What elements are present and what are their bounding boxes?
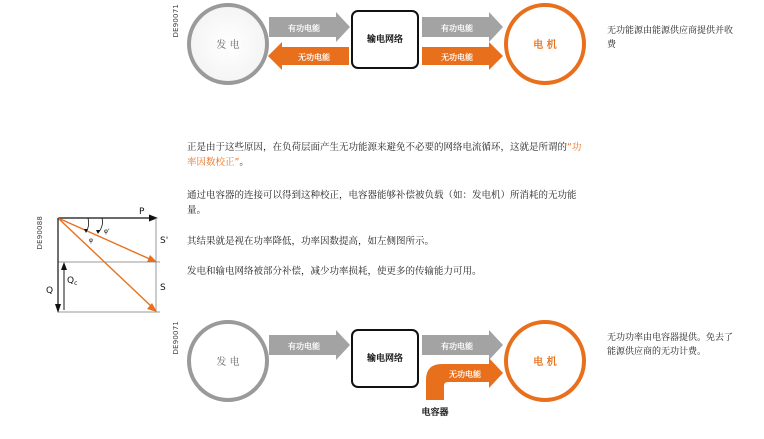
top-diagram-code: DE90071 (172, 4, 180, 38)
active-label-right: 有功电能 (441, 24, 473, 33)
reactive-label-left: 无功电能 (298, 53, 330, 62)
vector-diagram-code: DE90088 (36, 216, 44, 250)
network-label: 输电网络 (366, 35, 404, 45)
paragraph-1: 正是由于这些原因，在负荷层面产生无功能源来避免不必要的网络电流循环，这就是所谓的“功率因数校正”。 (187, 142, 582, 168)
active-label-right-bottom: 有功电能 (441, 342, 473, 351)
power-factor-correction-highlight: “功率因数校正” (187, 142, 582, 168)
label-qc: $Q_c$ (67, 276, 78, 287)
active-label-left: 有功电能 (288, 24, 320, 33)
reactive-label-bottom: 无功电能 (449, 370, 481, 379)
label-s-prime: S' (160, 236, 169, 246)
power-vector-diagram (40, 200, 180, 320)
generator-label-bottom: 发 电 (216, 357, 240, 368)
paragraph-4: 发电和输电网络被部分补偿，减少功率损耗，使更多的传输能力可用。 (187, 266, 482, 277)
motor-label: 电 机 (533, 40, 557, 51)
active-label-left-bottom: 有功电能 (288, 342, 320, 351)
reactive-label-right: 无功电能 (441, 53, 473, 62)
bottom-note: 无功功率由电容器提供。免去了能源供应商的无功计费。 (607, 333, 734, 357)
network-label-bottom: 输电网络 (366, 354, 404, 364)
label-q: Q (46, 286, 54, 296)
bottom-diagram-code: DE90071 (172, 321, 180, 355)
label-p: P (139, 207, 145, 217)
top-power-flow-diagram (180, 0, 600, 90)
label-s: S (160, 283, 166, 293)
generator-label: 发 电 (216, 40, 240, 51)
label-phi-prime: φ' (104, 228, 110, 235)
capacitor-label: 电容器 (421, 408, 449, 418)
motor-label-bottom: 电 机 (533, 357, 557, 368)
top-note: 无功能源由能源供应商提供并收费 (607, 26, 734, 50)
paragraph-3: 其结果就是视在功率降低，功率因数提高，如左侧图所示。 (187, 236, 435, 247)
label-phi: φ (89, 237, 93, 244)
paragraph-2: 通过电容器的连接可以得到这种校正，电容器能够补偿被负载（如：发电机）所消耗的无功能量。 (187, 190, 577, 216)
s-prime-vector (58, 218, 152, 260)
bottom-power-flow-diagram (180, 310, 600, 435)
reactive-arrow-capacitor (426, 358, 503, 400)
